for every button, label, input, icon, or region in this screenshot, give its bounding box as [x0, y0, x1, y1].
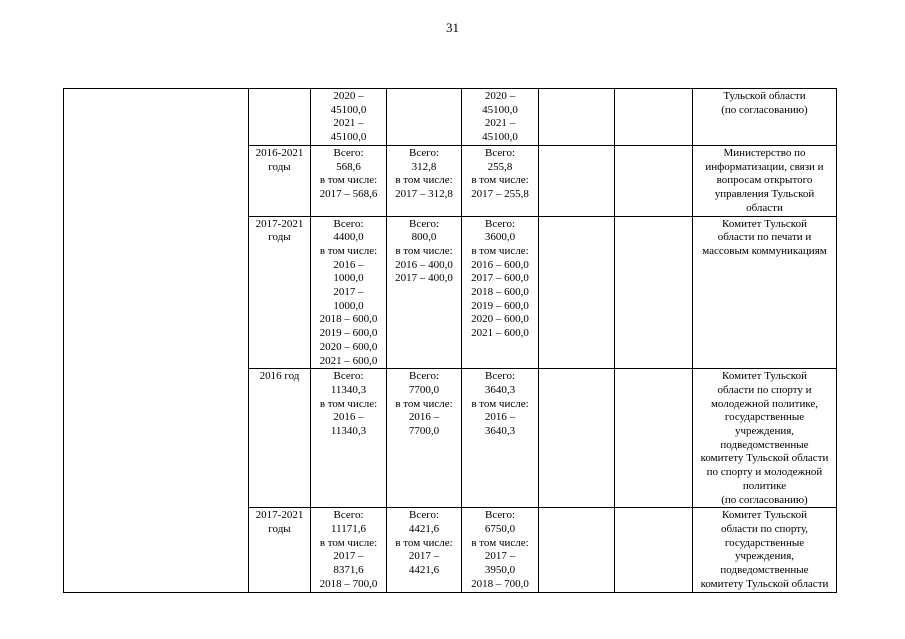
- cell-line: в том числе:: [395, 536, 453, 549]
- cell-line: 2017 – 568,6: [319, 188, 378, 201]
- cell-line: (по согласованию): [721, 493, 808, 506]
- budget-c-cell: [462, 508, 539, 592]
- cell-line: 255,8: [487, 160, 513, 173]
- cell-line: 2018 – 700,0: [319, 577, 378, 590]
- cell-line: 2019 – 600,0: [319, 327, 378, 340]
- cell-line: Всего:: [333, 217, 364, 230]
- cell-line: 2021 –: [333, 117, 364, 130]
- responsible-org-cell: [693, 508, 837, 592]
- cell-line: Всего:: [333, 509, 364, 522]
- cell-line: годы: [268, 160, 291, 173]
- cell-line: 45100,0: [330, 103, 367, 116]
- cell-line: 2017 – 312,8: [395, 188, 453, 201]
- period-cell: [249, 89, 311, 146]
- cell-line: 2017 –: [408, 550, 440, 563]
- cell-line: годы: [268, 231, 291, 244]
- cell-line: 2016 –: [484, 411, 516, 424]
- empty-cell: [615, 508, 693, 592]
- cell-line: 2021 – 600,0: [471, 327, 529, 340]
- responsible-org-cell: [693, 146, 837, 217]
- cell-line: в том числе:: [319, 397, 378, 410]
- cell-line: 45100,0: [330, 131, 367, 144]
- cell-line: Всего:: [484, 217, 516, 230]
- funding-table: [63, 88, 837, 593]
- cell-line: 2017 – 400,0: [395, 272, 453, 285]
- total-amount-cell: [311, 369, 387, 508]
- cell-line: 1000,0: [333, 299, 364, 312]
- empty-cell: [539, 369, 615, 508]
- cell-line: 7700,0: [408, 383, 440, 396]
- cell-line: годы: [268, 522, 291, 535]
- cell-line: 2020 – 600,0: [471, 313, 529, 326]
- period-cell: [249, 146, 311, 217]
- cell-line: области по спорту,: [720, 522, 809, 535]
- cell-line: в том числе:: [395, 244, 453, 257]
- cell-line: в том числе:: [471, 397, 529, 410]
- cell-line: 2017-2021: [255, 509, 304, 522]
- cell-line: Всего:: [484, 509, 516, 522]
- cell-line: 4421,6: [408, 522, 440, 535]
- cell-line: управления Тульской: [714, 188, 815, 201]
- cell-line: 2017 – 600,0: [471, 272, 529, 285]
- cell-line: 2020 –: [484, 90, 516, 102]
- cell-line: 3640,3: [484, 383, 516, 396]
- cell-line: Всего:: [484, 147, 516, 159]
- cell-line: подведомственные: [720, 564, 809, 577]
- total-amount-cell: [311, 146, 387, 217]
- cell-line: 2017 –: [484, 550, 516, 563]
- cell-line: 2018 – 600,0: [319, 313, 378, 326]
- responsible-org-cell: [693, 369, 837, 508]
- cell-line: 2017-2021: [255, 217, 304, 230]
- cell-line: массовым коммуникациям: [702, 244, 827, 257]
- period-cell: [249, 508, 311, 592]
- cell-line: 2016 –: [333, 258, 364, 271]
- budget-c-cell: [462, 216, 539, 369]
- name-cell: [64, 89, 249, 593]
- empty-cell: [539, 216, 615, 369]
- cell-line: Тульской области: [723, 90, 806, 102]
- cell-line: Всего:: [408, 370, 440, 383]
- responsible-org-cell: [693, 89, 837, 146]
- cell-line: Комитет Тульской: [722, 217, 807, 230]
- budget-c-cell: [462, 146, 539, 217]
- cell-line: Всего:: [333, 370, 364, 383]
- cell-line: 2016 – 400,0: [395, 258, 453, 271]
- period-cell: [249, 369, 311, 508]
- empty-cell: [615, 89, 693, 146]
- table-row: [64, 89, 837, 146]
- cell-line: государственные: [724, 411, 805, 424]
- cell-line: 7700,0: [408, 425, 440, 438]
- responsible-org-cell: [693, 216, 837, 369]
- cell-line: Всего:: [408, 509, 440, 522]
- cell-line: в том числе:: [395, 397, 453, 410]
- budget-c-cell: [462, 89, 539, 146]
- budget-b-cell: [387, 89, 462, 146]
- cell-line: 2016 – 600,0: [471, 258, 529, 271]
- cell-line: 2018 – 700,0: [471, 577, 529, 590]
- cell-line: 45100,0: [482, 103, 518, 116]
- budget-c-cell: [462, 369, 539, 508]
- cell-line: 4400,0: [333, 231, 364, 244]
- empty-cell: [539, 508, 615, 592]
- cell-line: в том числе:: [395, 174, 453, 187]
- empty-cell: [539, 89, 615, 146]
- cell-line: области по печати и: [717, 231, 812, 244]
- cell-line: 11171,6: [331, 522, 366, 535]
- cell-line: 11340,3: [330, 383, 367, 396]
- cell-line: 2020 –: [333, 90, 364, 102]
- period-cell: [249, 216, 311, 369]
- cell-line: 11340,3: [330, 425, 367, 438]
- cell-line: 2017 –: [333, 550, 364, 563]
- cell-line: области: [746, 201, 783, 214]
- cell-line: молодежной политике,: [710, 397, 819, 410]
- cell-line: 6750,0: [484, 522, 516, 535]
- cell-line: 312,8: [411, 160, 437, 173]
- cell-line: 45100,0: [482, 131, 518, 144]
- budget-b-cell: [387, 216, 462, 369]
- cell-line: 2019 – 600,0: [471, 299, 529, 312]
- budget-b-cell: [387, 508, 462, 592]
- budget-b-cell: [387, 146, 462, 217]
- budget-b-cell: [387, 369, 462, 508]
- cell-line: 1000,0: [333, 272, 364, 285]
- cell-line: в том числе:: [471, 174, 529, 187]
- cell-line: 2018 – 600,0: [471, 286, 529, 299]
- cell-line: Министерство по: [723, 147, 806, 159]
- cell-line: 2016 –: [333, 411, 364, 424]
- cell-line: Всего:: [484, 370, 516, 383]
- cell-line: 2016 –: [408, 411, 440, 424]
- cell-line: 3950,0: [484, 564, 516, 577]
- cell-line: комитету Тульской области: [700, 452, 829, 465]
- empty-cell: [615, 146, 693, 217]
- cell-line: в том числе:: [319, 244, 378, 257]
- cell-line: Комитет Тульской: [722, 370, 807, 383]
- cell-line: Всего:: [333, 147, 364, 159]
- total-amount-cell: [311, 89, 387, 146]
- cell-line: политике: [742, 479, 787, 492]
- cell-line: по спорту и молодежной: [706, 466, 823, 479]
- cell-line: 4421,6: [408, 564, 440, 577]
- empty-cell: [615, 216, 693, 369]
- cell-line: в том числе:: [471, 244, 529, 257]
- cell-line: 8371,6: [333, 564, 364, 577]
- cell-line: информатизации, связи и: [705, 160, 824, 173]
- cell-line: подведомственные: [720, 438, 809, 451]
- cell-line: 800,0: [411, 231, 437, 244]
- cell-line: 3600,0: [484, 231, 516, 244]
- cell-line: Комитет Тульской: [722, 509, 807, 522]
- empty-cell: [615, 369, 693, 508]
- cell-line: 2016 год: [259, 370, 300, 383]
- cell-line: в том числе:: [319, 536, 378, 549]
- empty-cell: [539, 146, 615, 217]
- cell-line: вопросам открытого: [716, 174, 813, 187]
- cell-line: учреждения,: [734, 550, 795, 563]
- cell-line: Всего:: [408, 147, 440, 159]
- cell-line: 2021 – 600,0: [319, 354, 378, 367]
- total-amount-cell: [311, 216, 387, 369]
- cell-line: 2021 –: [484, 117, 516, 130]
- cell-line: 3640,3: [484, 425, 516, 438]
- cell-line: учреждения,: [734, 425, 795, 438]
- cell-line: 2017 –: [333, 286, 364, 299]
- cell-line: Всего:: [408, 217, 440, 230]
- total-amount-cell: [311, 508, 387, 592]
- cell-line: 2020 – 600,0: [319, 340, 378, 353]
- cell-line: 568,6: [336, 160, 361, 173]
- page-number: 31: [446, 20, 459, 35]
- cell-line: государственные: [724, 536, 805, 549]
- cell-line: (по согласованию): [721, 103, 808, 116]
- cell-line: в том числе:: [319, 174, 378, 187]
- cell-line: комитету Тульской области: [700, 577, 829, 590]
- cell-line: области по спорту и: [717, 383, 812, 396]
- cell-line: в том числе:: [471, 536, 529, 549]
- cell-line: 2017 – 255,8: [471, 188, 529, 201]
- cell-line: 2016-2021: [255, 147, 304, 159]
